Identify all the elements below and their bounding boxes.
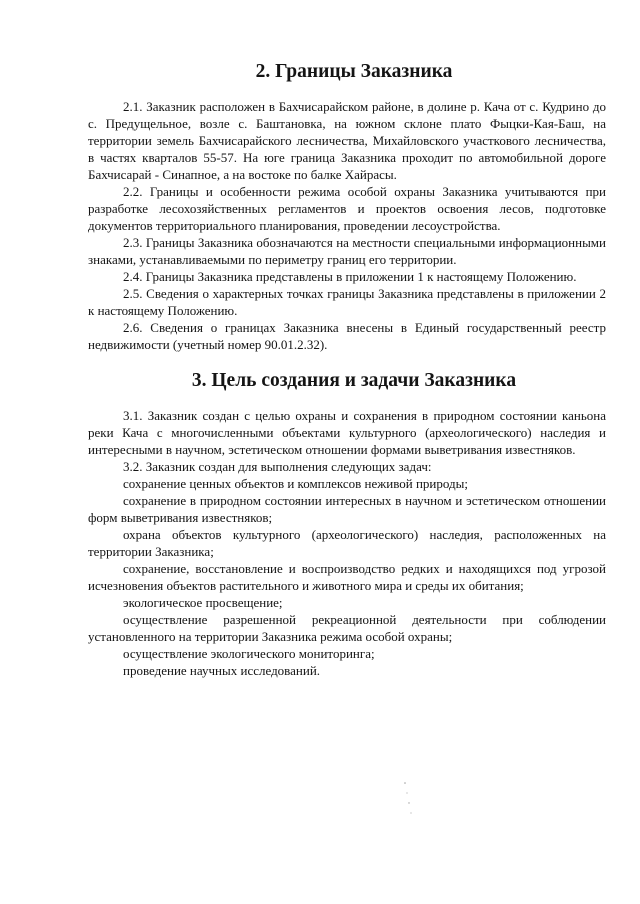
paragraph-3-1: 3.1. Заказник создан с целью охраны и сохранения в природном состоянии каньона реки Кача с многочисленными объектами культурного (археологического) наследия и интересными в научном, эстетическом отношении формами выветривания известняков. (88, 408, 606, 457)
task-item: осуществление экологического мониторинга; (123, 646, 375, 661)
task-item: проведение научных исследований. (123, 663, 321, 678)
task-item: сохранение, восстановление и воспроизводство редких и находящихся под угрозой исчезновения объектов растительного и животного мира и среды их обитания; (88, 561, 606, 593)
task-item: экологическое просвещение; (123, 595, 283, 610)
task-item: сохранение ценных объектов и комплексов неживой природы; (123, 476, 468, 491)
paragraph-2-2: 2.2. Границы и особенности режима особой охраны Заказника учитываются при разработке лесохозяйственных регламентов и проектов освоения лесов, подготовке документов территориального планирования, проведении лесоустройства. (88, 184, 606, 233)
scan-speck (403, 781, 413, 815)
paragraph-2-3: 2.3. Границы Заказника обозначаются на местности специальными информационными знаками, устанавливаемыми по периметру границ его территории. (88, 235, 606, 267)
section-2-heading: 2. Границы Заказника (255, 61, 453, 82)
paragraph-3-2: 3.2. Заказник создан для выполнения следующих задач: (123, 459, 432, 474)
task-item: охрана объектов культурного (археологического) наследия, расположенных на территории Заказника; (88, 527, 606, 559)
paragraph-2-1: 2.1. Заказник расположен в Бахчисарайском районе, в долине р. Кача от с. Кудрино до с. Предущельное, возле с. Баштановка, на южном склоне плато Фыцки-Кая-Баш, на территории земель Бахчисарайского лесничества, Михайловского участкового лесничества, в частях кварталов 55-57. На юге граница Заказника проходит по автомобильной дороге Бахчисарай - Синапное, а на востоке по балке Хайрасы. (88, 99, 606, 182)
task-item: сохранение в природном состоянии интересных в научном и эстетическом отношении форм выветривания известняков; (88, 493, 606, 525)
section-3-heading: 3. Цель создания и задачи Заказника (191, 370, 517, 391)
document-body (88, 63, 606, 679)
paragraph-2-5: 2.5. Сведения о характерных точках границы Заказника представлены в приложении 2 к настоящему Положению. (88, 286, 606, 318)
paragraph-2-6: 2.6. Сведения о границах Заказника внесены в Единый государственный реестр недвижимости (учетный номер 90.01.2.32). (88, 320, 606, 352)
task-item: осуществление разрешенной рекреационной деятельности при соблюдении установленного на территории Заказника режима особой охраны; (88, 612, 606, 644)
paragraph-2-4: 2.4. Границы Заказника представлены в приложении 1 к настоящему Положению. (123, 269, 577, 284)
